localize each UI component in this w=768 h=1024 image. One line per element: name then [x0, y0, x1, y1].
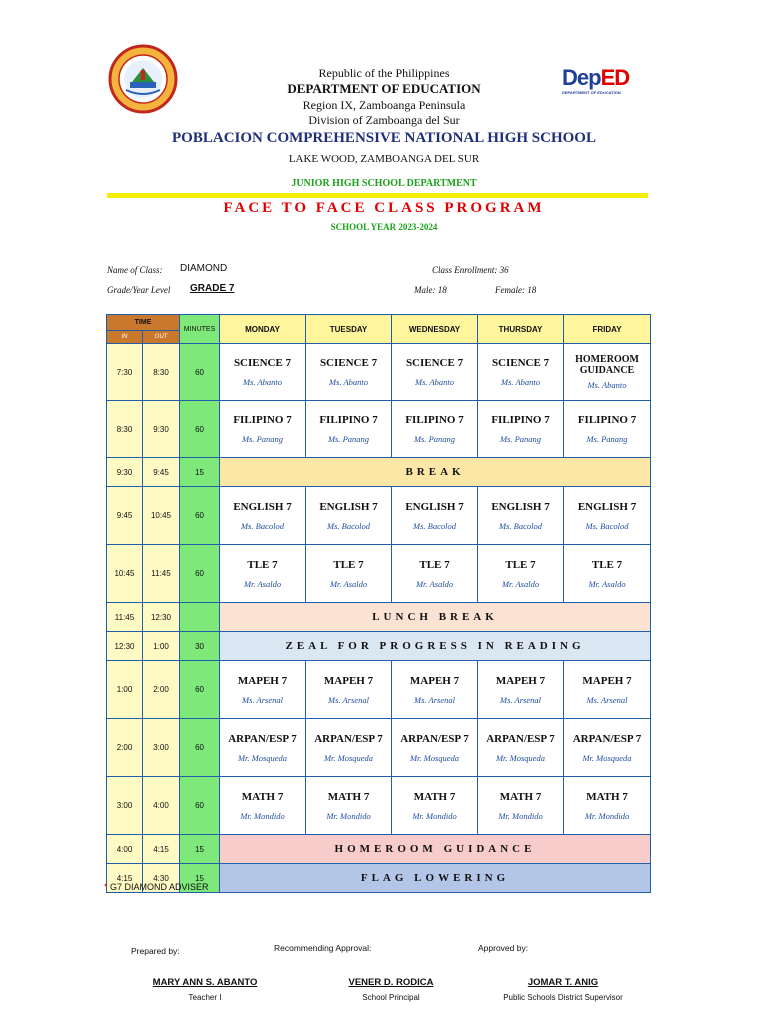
subject-name: SCIENCE 7: [405, 357, 464, 369]
subject-name: SCIENCE 7: [491, 357, 550, 369]
subject-cell: [392, 545, 478, 603]
span-activity-cell: FLAG LOWERING: [220, 864, 651, 893]
subject-name: MAPEH 7: [409, 674, 460, 687]
subject-name: MATH 7: [499, 790, 542, 803]
subject-cell: [564, 401, 651, 458]
schedule-row: [107, 719, 651, 777]
adviser-text: G7 DIAMOND ADVISER: [110, 882, 209, 892]
teacher-name: Mr. Asaldo: [243, 578, 282, 589]
subject-cell: [478, 545, 564, 603]
subject-cell: [478, 719, 564, 777]
subject-cell: [220, 777, 306, 835]
subject-name: MATH 7: [586, 790, 628, 803]
school-address: LAKE WOOD, ZAMBOANGA DEL SUR: [288, 153, 480, 165]
subject-name: MATH 7: [413, 790, 456, 803]
schedule-row: [107, 835, 651, 864]
time-in-cell: 1:00: [107, 661, 143, 719]
subject-name: TLE 7: [333, 558, 364, 571]
teacher-name: Ms. Abanto: [328, 377, 369, 387]
span-activity-cell: LUNCH BREAK: [220, 603, 651, 632]
subject-cell: [564, 777, 651, 835]
minutes-cell: 15: [180, 864, 220, 893]
subject-name: TLE 7: [591, 558, 623, 571]
subject-cell: [306, 344, 392, 401]
day-header: TUESDAY: [306, 315, 392, 344]
subject-name: FILIPINO 7: [491, 414, 550, 426]
day-header: MONDAY: [220, 315, 306, 344]
subject-cell: [564, 719, 651, 777]
schedule-row: [107, 344, 651, 401]
teacher-name: Ms. Abanto: [242, 377, 283, 387]
time-out-cell: 4:15: [143, 835, 180, 864]
teacher-name: Mr. Mondido: [584, 810, 630, 821]
time-out-cell: 11:45: [143, 545, 180, 603]
subject-name: TLE 7: [419, 558, 450, 571]
time-out-cell: 4:30: [143, 864, 180, 893]
prepared-by-label: Prepared by:: [131, 946, 180, 956]
prepared-by-position: Teacher I: [188, 993, 222, 1002]
minutes-cell: [180, 603, 220, 632]
teacher-name: Mr. Mosqueda: [409, 752, 460, 763]
deped-logo: DepED DEPARTMENT OF EDUCATION: [562, 65, 630, 95]
subject-cell: [306, 545, 392, 603]
teacher-name: Mr. Mosqueda: [323, 752, 374, 763]
schedule-row: [107, 777, 651, 835]
time-out-cell: 4:00: [143, 777, 180, 835]
page-title: FACE TO FACE CLASS PROGRAM: [223, 200, 545, 216]
subject-name: MAPEH 7: [323, 674, 374, 687]
teacher-name: Ms. Abanto: [414, 377, 455, 387]
prepared-by-name: MARY ANN S. ABANTO: [152, 977, 258, 988]
minutes-cell: 60: [180, 719, 220, 777]
republic-line: Republic of the Philippines: [318, 66, 450, 80]
class-schedule-table: [106, 314, 651, 893]
span-activity-cell: BREAK: [220, 458, 651, 487]
subject-cell: [478, 344, 564, 401]
approved-by-position: Public Schools District Supervisor: [503, 993, 623, 1002]
subject-name: ARPAN/ESP 7: [400, 732, 469, 745]
in-header: IN: [107, 330, 143, 343]
subject-name: ENGLISH 7: [491, 500, 550, 513]
subject-name: ARPAN/ESP 7: [486, 732, 555, 745]
subject-name: TLE 7: [505, 558, 536, 571]
teacher-name: Ms. Panang: [499, 434, 542, 444]
teacher-name: Ms. Bacolod: [327, 520, 370, 531]
teacher-name: Ms. Bacolod: [241, 520, 284, 531]
teacher-name: Ms. Panang: [413, 434, 456, 444]
subject-name: MAPEH 7: [237, 674, 288, 687]
subject-name: MATH 7: [241, 790, 284, 803]
schedule-row: [107, 661, 651, 719]
minutes-cell: 15: [180, 458, 220, 487]
time-out-cell: 12:30: [143, 603, 180, 632]
day-header: FRIDAY: [564, 315, 651, 344]
approved-by-label: Approved by:: [478, 943, 529, 953]
grade-label: Grade/Year Level: [107, 285, 171, 295]
subject-cell: [564, 487, 651, 545]
class-enrollment: Class Enrollment: 36: [432, 265, 509, 275]
subject-name: MAPEH 7: [582, 674, 632, 687]
time-out-cell: 9:45: [143, 458, 180, 487]
time-header: TIME: [107, 315, 180, 331]
schedule-row: [107, 458, 651, 487]
subject-cell: [564, 661, 651, 719]
time-in-cell: 7:30: [107, 344, 143, 401]
class-name-label: Name of Class:: [107, 265, 163, 275]
subject-name: SCIENCE 7: [319, 357, 378, 369]
teacher-name: Ms. Arsenal: [500, 694, 541, 705]
school-year: SCHOOL YEAR 2023-2024: [330, 222, 438, 232]
subject-name: FILIPINO 7: [405, 414, 464, 426]
subject-cell: [306, 487, 392, 545]
recommending-position: School Principal: [362, 993, 420, 1002]
time-in-cell: 8:30: [107, 401, 143, 458]
adviser-note: [104, 882, 209, 892]
subject-cell: [220, 545, 306, 603]
subject-cell: [392, 777, 478, 835]
schedule-row: [107, 545, 651, 603]
minutes-cell: 60: [180, 401, 220, 458]
time-in-cell: 2:00: [107, 719, 143, 777]
grade-value: GRADE 7: [190, 283, 235, 294]
subject-name: FILIPINO 7: [319, 414, 378, 426]
approved-by-name: JOMAR T. ANIG: [527, 977, 599, 988]
subject-cell: [392, 719, 478, 777]
teacher-name: Mr. Mondido: [326, 810, 371, 821]
teacher-name: Mr. Asaldo: [501, 578, 540, 589]
minutes-cell: 15: [180, 835, 220, 864]
subject-name: TLE 7: [247, 558, 278, 571]
teacher-name: Ms. Arsenal: [328, 694, 369, 705]
minutes-cell: 60: [180, 661, 220, 719]
subject-cell: [306, 777, 392, 835]
subject-cell: [478, 777, 564, 835]
teacher-name: Ms. Bacolod: [413, 520, 456, 531]
subject-cell: [220, 344, 306, 401]
subject-cell: [220, 487, 306, 545]
subject-cell: [478, 401, 564, 458]
time-in-cell: 11:45: [107, 603, 143, 632]
minutes-cell: 60: [180, 487, 220, 545]
recommending-label: Recommending Approval:: [274, 943, 372, 953]
subject-cell: [220, 401, 306, 458]
teacher-name: Ms. Bacolod: [585, 520, 629, 531]
teacher-name: Ms. Panang: [241, 434, 284, 444]
time-in-cell: 4:00: [107, 835, 143, 864]
teacher-name: Ms. Arsenal: [586, 694, 628, 705]
department-line: DEPARTMENT OF EDUCATION: [287, 81, 481, 96]
time-out-cell: 10:45: [143, 487, 180, 545]
department-subtitle: JUNIOR HIGH SCHOOL DEPARTMENT: [291, 178, 477, 189]
teacher-name: Ms. Panang: [586, 434, 628, 444]
out-header: OUT: [143, 330, 180, 343]
time-in-cell: 9:30: [107, 458, 143, 487]
teacher-name: Ms. Panang: [327, 434, 370, 444]
subject-cell: [564, 545, 651, 603]
teacher-name: Mr. Asaldo: [415, 578, 454, 589]
subject-name: MAPEH 7: [495, 674, 546, 687]
teacher-name: Mr. Mosqueda: [495, 752, 546, 763]
time-out-cell: 2:00: [143, 661, 180, 719]
subject-cell: [478, 661, 564, 719]
minutes-cell: 60: [180, 344, 220, 401]
subject-name: ENGLISH 7: [233, 500, 292, 513]
subject-name: HOMEROOM GUIDANCE: [575, 354, 639, 376]
schedule-row: [107, 487, 651, 545]
minutes-cell: 60: [180, 777, 220, 835]
time-in-cell: 4:15: [107, 864, 143, 893]
subject-cell: [478, 487, 564, 545]
schedule-row: [107, 603, 651, 632]
region-line: Region IX, Zamboanga Peninsula: [302, 98, 466, 112]
male-count: Male: 18: [414, 285, 447, 295]
teacher-name: Ms. Arsenal: [414, 694, 455, 705]
day-header: THURSDAY: [478, 315, 564, 344]
time-in-cell: 10:45: [107, 545, 143, 603]
time-out-cell: 1:00: [143, 632, 180, 661]
time-out-cell: 3:00: [143, 719, 180, 777]
teacher-name: Mr. Mosqueda: [237, 752, 288, 763]
recommending-name: VENER D. RODICA: [348, 977, 434, 988]
teacher-name: Mr. Mondido: [412, 810, 457, 821]
school-name: POBLACION COMPREHENSIVE NATIONAL HIGH SCHOOL: [172, 130, 596, 146]
time-in-cell: 3:00: [107, 777, 143, 835]
subject-name: ENGLISH 7: [319, 500, 378, 513]
division-line: Division of Zamboanga del Sur: [308, 113, 460, 127]
teacher-name: Ms. Abanto: [587, 380, 627, 390]
subject-name: SCIENCE 7: [233, 357, 292, 369]
schedule-row: [107, 401, 651, 458]
time-out-cell: 8:30: [143, 344, 180, 401]
subject-cell: [392, 661, 478, 719]
subject-cell: [392, 487, 478, 545]
subject-name: MATH 7: [327, 790, 370, 803]
subject-name: ENGLISH 7: [577, 500, 637, 513]
subject-cell: [392, 344, 478, 401]
minutes-cell: 30: [180, 632, 220, 661]
teacher-name: Ms. Arsenal: [242, 694, 283, 705]
teacher-name: Mr. Mosqueda: [582, 752, 632, 763]
span-activity-cell: ZEAL FOR PROGRESS IN READING: [220, 632, 651, 661]
subject-name: ARPAN/ESP 7: [228, 732, 297, 745]
subject-cell: [392, 401, 478, 458]
minutes-header: MINUTES: [180, 315, 220, 344]
teacher-name: Mr. Asaldo: [588, 578, 626, 589]
subject-name: FILIPINO 7: [577, 414, 637, 426]
teacher-name: Mr. Mondido: [498, 810, 543, 821]
teacher-name: Mr. Mondido: [240, 810, 285, 821]
minutes-cell: 60: [180, 545, 220, 603]
teacher-name: Ms. Bacolod: [499, 520, 542, 531]
teacher-name: Ms. Abanto: [500, 377, 541, 387]
subject-name: ARPAN/ESP 7: [314, 732, 383, 745]
schedule-row: [107, 632, 651, 661]
subject-cell: [306, 401, 392, 458]
subject-cell: [306, 719, 392, 777]
time-in-cell: 12:30: [107, 632, 143, 661]
time-in-cell: 9:45: [107, 487, 143, 545]
adviser-star: *: [104, 882, 108, 892]
subject-name: FILIPINO 7: [233, 414, 292, 426]
subject-name: ARPAN/ESP 7: [572, 732, 642, 745]
teacher-name: Mr. Asaldo: [329, 578, 368, 589]
class-name-value: DIAMOND: [180, 263, 228, 274]
subject-cell: [564, 344, 651, 401]
subject-cell: [306, 661, 392, 719]
subject-name: ENGLISH 7: [405, 500, 464, 513]
subject-cell: [220, 719, 306, 777]
span-activity-cell: HOMEROOM GUIDANCE: [220, 835, 651, 864]
time-out-cell: 9:30: [143, 401, 180, 458]
female-count: Female: 18: [495, 285, 537, 295]
subject-cell: [220, 661, 306, 719]
yellow-divider: [107, 193, 648, 198]
day-header: WEDNESDAY: [392, 315, 478, 344]
